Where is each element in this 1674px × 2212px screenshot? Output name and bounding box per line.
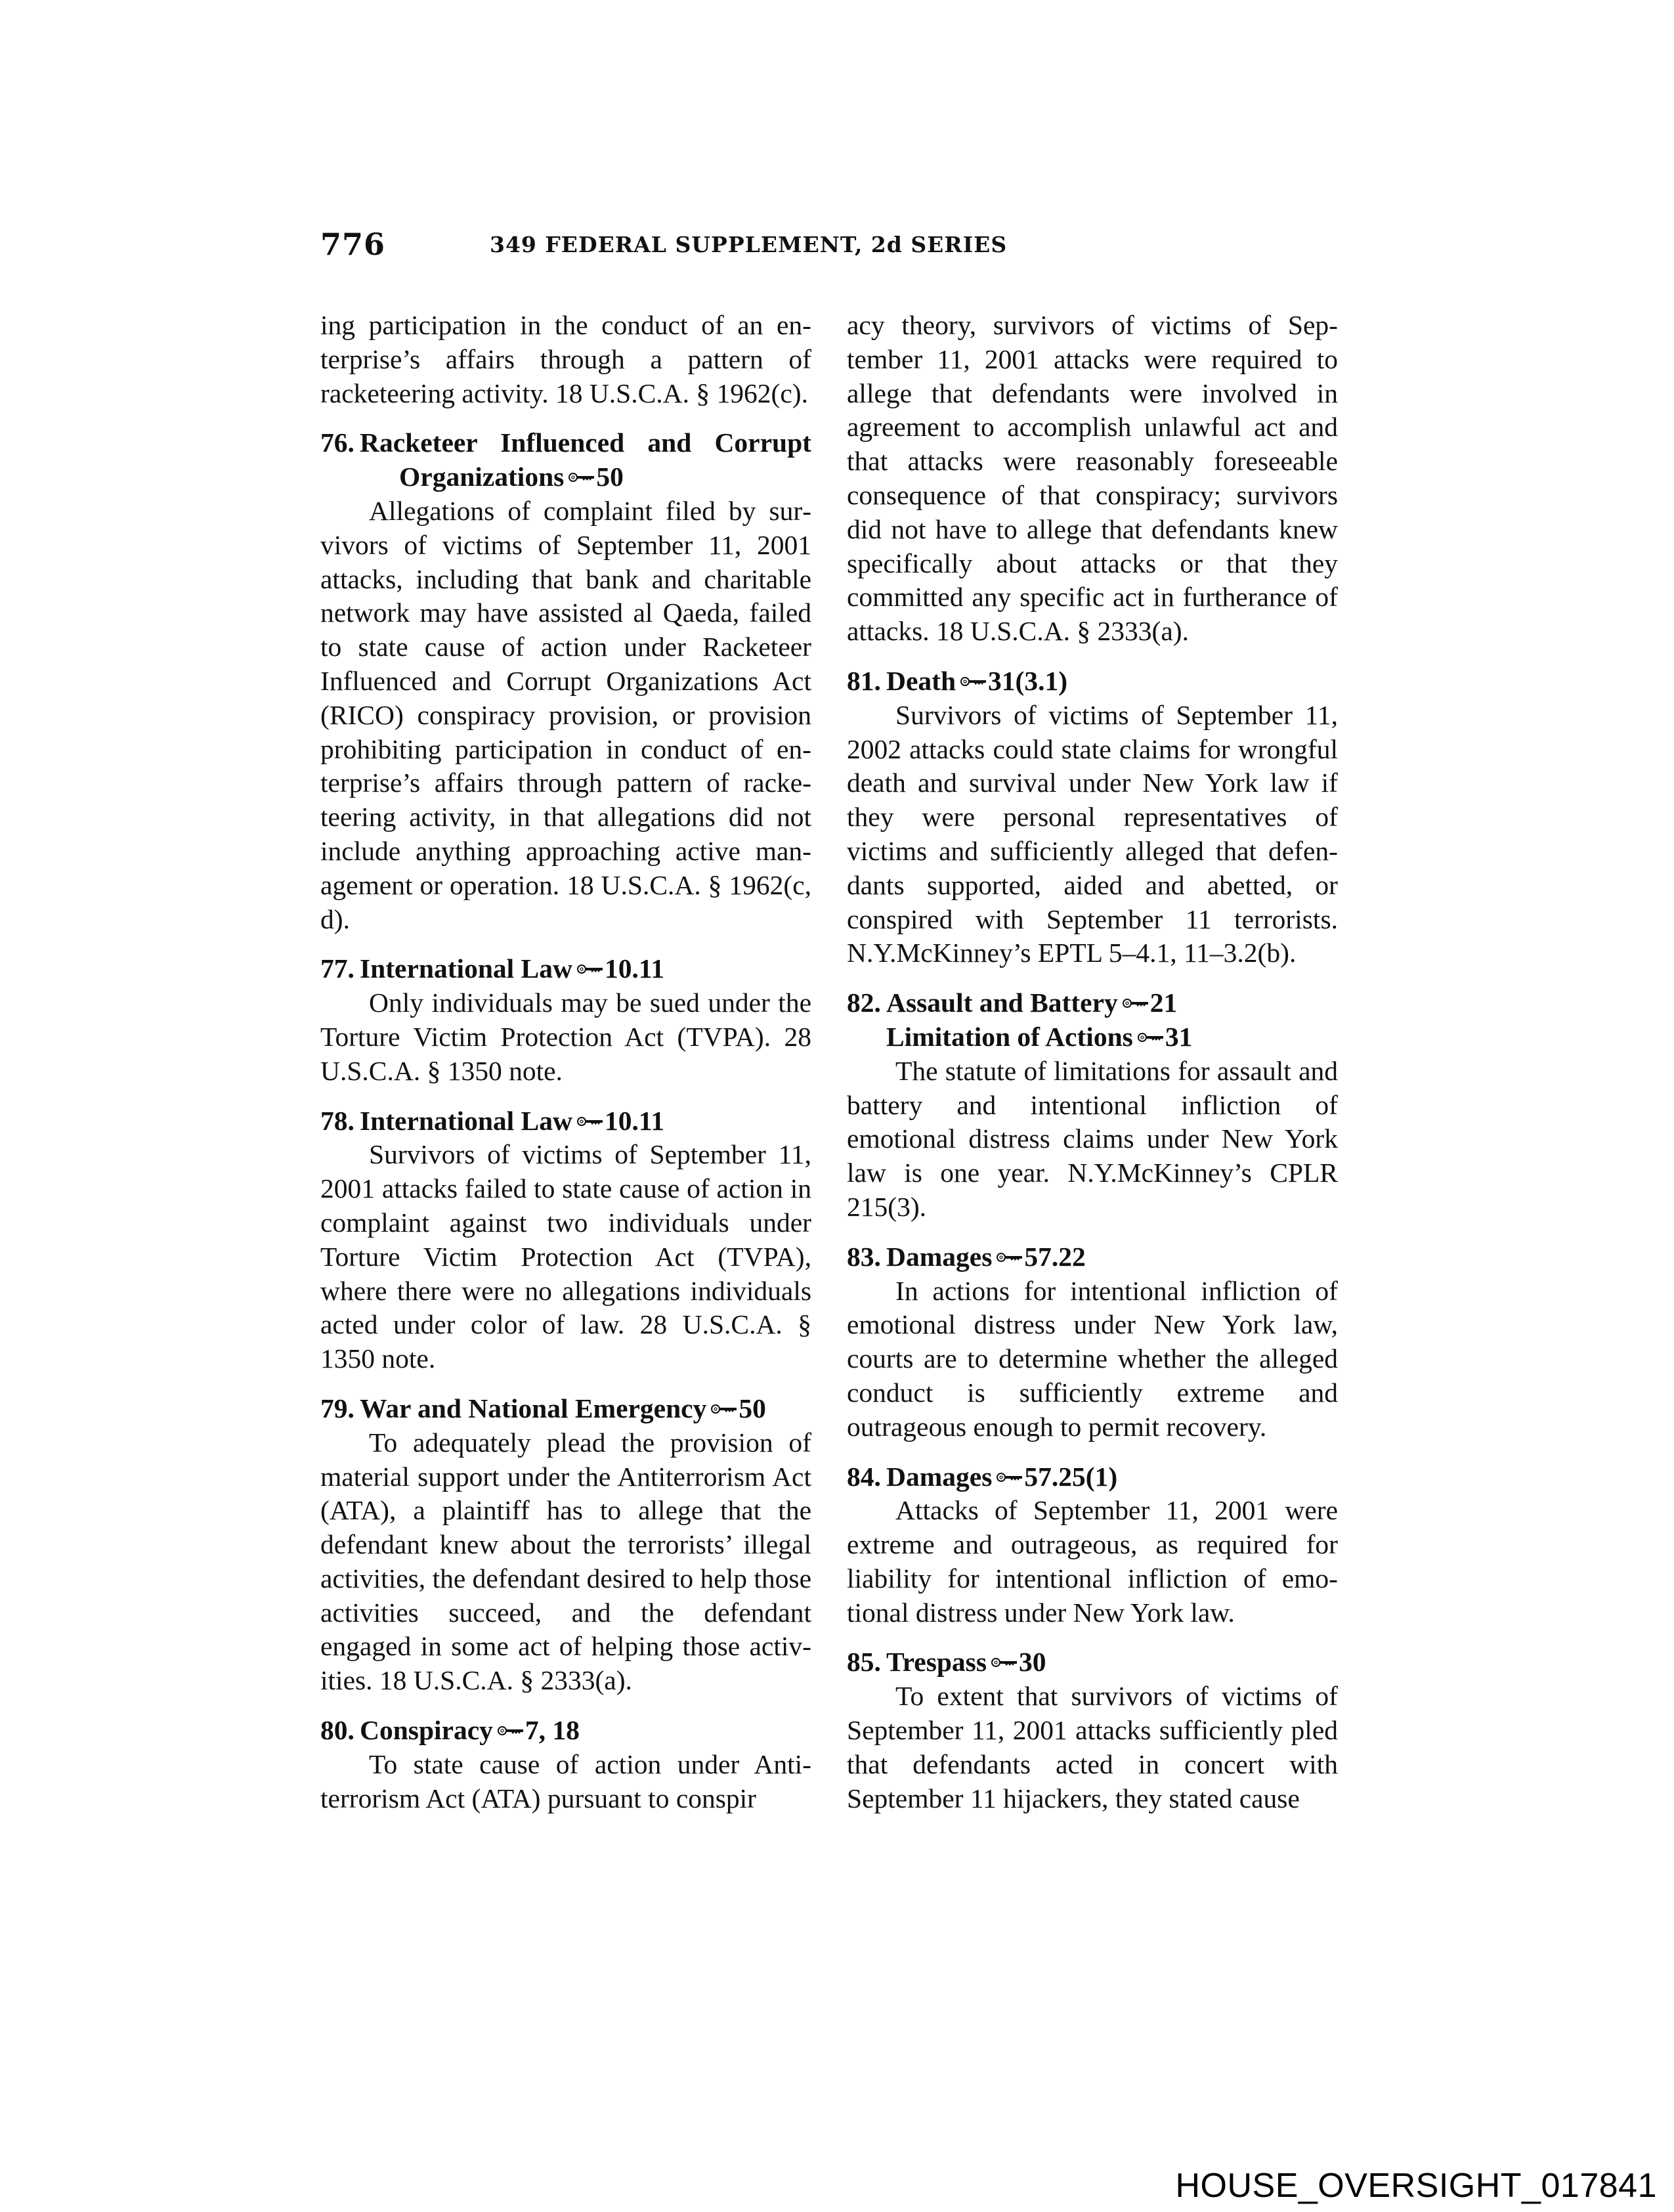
headnote-body: ing participation in the conduct of an enterprise’s affairs through a pattern of racketeering activity. 18 U.S.C.A. § 1962(c). xyxy=(320,310,811,408)
key-icon xyxy=(991,1655,1018,1670)
headnote-heading xyxy=(847,1460,1338,1494)
headnote-number: 81. xyxy=(847,665,881,696)
key-icon xyxy=(576,1114,604,1129)
headnote-82 xyxy=(847,986,1338,1225)
key-icon xyxy=(710,1402,738,1416)
key-number: 57.22 xyxy=(1024,1241,1086,1272)
headnote-84 xyxy=(847,1460,1338,1630)
headnote-body: The statute of limitations for assault and battery and intentional infliction of emotional distress claims under New York law is one year. N.Y.McKinney’s CPLR 215(3). xyxy=(847,1055,1338,1222)
headnote-85 xyxy=(847,1645,1338,1815)
headnote-continuation xyxy=(847,309,1338,649)
key-number: 10.11 xyxy=(604,953,665,984)
headnote-number: 78. xyxy=(320,1105,354,1136)
right-column xyxy=(847,309,1338,1831)
headnote-heading xyxy=(320,1392,811,1426)
headnote-topic: War and National Emergency xyxy=(360,1393,707,1423)
headnote-79 xyxy=(320,1392,811,1698)
headnote-topic: Trespass xyxy=(886,1647,987,1678)
headnote-heading xyxy=(847,986,1338,1020)
headnote-body: acy theory, survivors of victims of September 11, 2001 attacks were required to allege that defendants were involved in agreement to accomplish unlawful act and that attacks were reasonably foreseeable consequence of that conspiracy; survivors did not have to allege that defendants knew specifically about attacks or that they committed any specific act in furtherance of attacks. 18 U.S.C.A. § 2333(a). xyxy=(847,310,1338,647)
headnote-heading xyxy=(847,1240,1338,1274)
headnote-number: 84. xyxy=(847,1461,881,1492)
headnote-continuation xyxy=(320,309,811,410)
headnote-body: Survivors of victims of September 11, 2002 attacks could state claims for wrongful death and survival under New York law if they were personal representatives of victims and sufficiently alleged that defendants supported, aided and abetted, or conspired with September 11 terrorists. N.Y.McKinney’s EPTL 5–4.1, 11–3.2(b). xyxy=(847,699,1338,968)
headnote-78 xyxy=(320,1104,811,1376)
headnote-number: 80. xyxy=(320,1715,354,1746)
key-number: 21 xyxy=(1149,987,1178,1018)
headnote-number: 83. xyxy=(847,1241,881,1272)
headnote-number: 77. xyxy=(320,953,354,984)
key-icon xyxy=(1137,1030,1165,1045)
left-column xyxy=(320,309,811,1831)
headnote-subheading xyxy=(847,1020,1338,1054)
headnote-body: Allegations of complaint filed by survivors of victims of September 11, 2001 attacks, including that bank and charitable network may have assisted al Qaeda, failed to state cause of action under Racketeer Influenced and Corrupt Organizations Act (RICO) conspiracy provision, or provision prohibiting participation in conduct of enterprise’s affairs through pattern of racketeering activity, in that allegations did not include anything approaching active management or operation. 18 U.S.C.A. § 1962(c, d). xyxy=(320,495,811,934)
key-icon xyxy=(576,962,604,976)
key-number: 57.25(1) xyxy=(1024,1461,1118,1492)
page-number: 776 xyxy=(320,227,386,262)
key-icon xyxy=(1122,996,1149,1010)
key-icon xyxy=(960,674,987,689)
headnote-heading xyxy=(320,1714,811,1748)
headnote-number: 79. xyxy=(320,1393,354,1423)
headnote-heading xyxy=(320,1104,811,1139)
bates-number: HOUSE_OVERSIGHT_017841 xyxy=(1175,2167,1657,2205)
headnote-81 xyxy=(847,664,1338,970)
headnote-number: 82. xyxy=(847,987,881,1018)
headnote-topic: Racketeer Influenced and Corrupt Organizations xyxy=(360,427,811,492)
headnote-83 xyxy=(847,1240,1338,1444)
key-number: 30 xyxy=(1018,1647,1046,1678)
headnote-topic: Death xyxy=(886,665,956,696)
key-number: 50 xyxy=(739,1393,766,1423)
headnote-topic: International Law xyxy=(360,953,572,984)
headnote-number: 85. xyxy=(847,1647,881,1678)
key-icon xyxy=(996,1470,1023,1485)
headnote-topic: Damages xyxy=(886,1241,993,1272)
key-number: 50 xyxy=(596,462,624,492)
headnote-heading xyxy=(847,664,1338,699)
key-number: 31 xyxy=(1165,1021,1193,1052)
headnote-heading xyxy=(320,952,811,986)
headnote-topic: Assault and Battery xyxy=(886,987,1118,1018)
key-number: 7, 18 xyxy=(525,1715,580,1746)
headnote-80 xyxy=(320,1714,811,1815)
headnote-topic: International Law xyxy=(360,1105,572,1136)
headnote-body: To state cause of action under Antiterrorism Act (ATA) pursuant to conspir xyxy=(320,1748,811,1813)
key-number: 10.11 xyxy=(604,1105,665,1136)
headnote-number: 76. xyxy=(320,427,354,458)
headnote-heading xyxy=(320,426,811,494)
headnote-heading xyxy=(847,1645,1338,1680)
headnote-subtopic: Limitation of Actions xyxy=(886,1021,1133,1052)
headnote-77 xyxy=(320,952,811,1088)
headnote-76 xyxy=(320,426,811,936)
key-number: 31(3.1) xyxy=(988,665,1068,696)
headnote-body: Only individuals may be sued under the Torture Victim Protection Act (TVPA). 28 U.S.C.A. § 1350 note. xyxy=(320,987,811,1086)
key-icon xyxy=(497,1724,525,1738)
headnote-topic: Conspiracy xyxy=(360,1715,493,1746)
key-icon xyxy=(996,1250,1023,1265)
headnote-body: Attacks of September 11, 2001 were extreme and outrageous, as required for liability for intentional infliction of emotional distress under New York law. xyxy=(847,1495,1338,1628)
headnote-body: Survivors of victims of September 11, 2001 attacks failed to state cause of action in complaint against two individuals under Torture Victim Protection Act (TVPA), where there were no allegations individuals acted under color of law. 28 U.S.C.A. § 1350 note. xyxy=(320,1139,811,1374)
headnote-body: To adequately plead the provision of material support under the Antiterrorism Act (ATA), a plaintiff has to allege that the defendant knew about the terrorists’ illegal activities, the defendant desired to help those activities succeed, and the defendant engaged in some act of helping those activities. 18 U.S.C.A. § 2333(a). xyxy=(320,1427,811,1696)
headnote-body: In actions for intentional infliction of emotional distress under New York law, courts are to determine whether the alleged conduct is sufficiently extreme and outrageous enough to permit recovery. xyxy=(847,1275,1338,1442)
headnote-body: To extent that survivors of victims of September 11, 2001 attacks sufficiently pled that defendants acted in concert with September 11 hijackers, they stated cause xyxy=(847,1681,1338,1813)
running-head: 349 FEDERAL SUPPLEMENT, 2d SERIES xyxy=(490,232,1008,257)
key-icon xyxy=(568,470,595,485)
headnote-topic: Damages xyxy=(886,1461,993,1492)
page-header xyxy=(320,227,1339,266)
